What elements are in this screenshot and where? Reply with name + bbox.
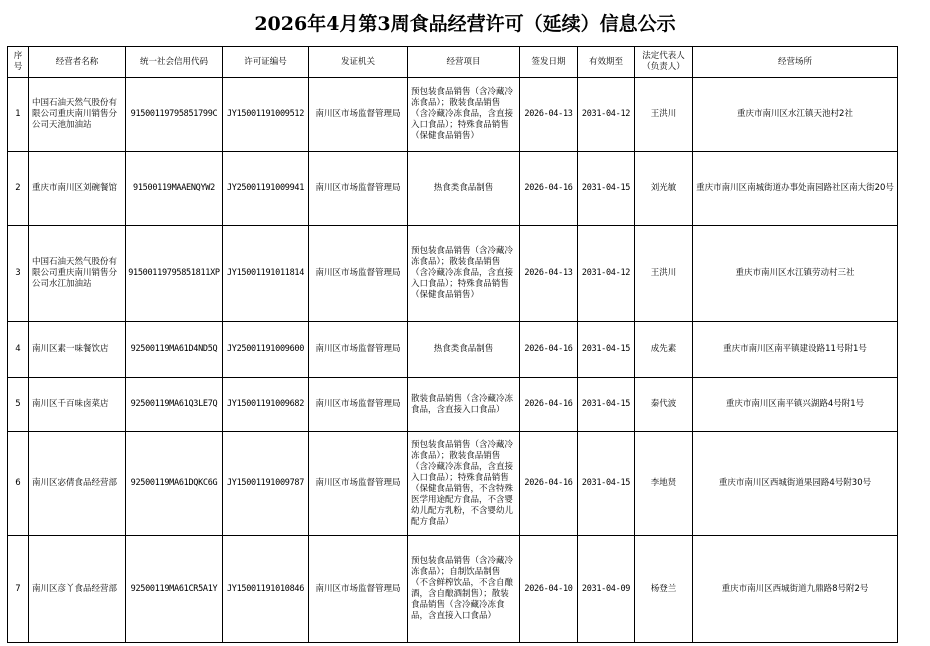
row-number: 7 <box>8 536 29 643</box>
table-row <box>8 78 898 152</box>
expiry-date: 2031-04-15 <box>578 432 635 536</box>
credit-code: 92500119MA61Q3LE7Q <box>126 378 223 432</box>
business-address: 重庆市南川区南城街道办事处南园路社区南大街20号 <box>693 152 898 226</box>
header-cell: 经营者名称 <box>29 47 126 78</box>
business-items: 预包装食品销售（含冷藏冷冻食品）；散装食品销售（含冷藏冷冻食品，含直接入口食品）；特殊食品销售（保健食品销售，不含特殊医学用途配方食品，不含婴幼儿配方乳粉，不含婴幼儿配方食品） <box>408 432 520 536</box>
license-number: JY15001191009787 <box>223 432 309 536</box>
business-address: 重庆市南川区南平镇建设路11号附1号 <box>693 322 898 378</box>
operator-name: 南川区千百味卤菜店 <box>29 378 126 432</box>
header-cell: 法定代表人（负责人） <box>635 47 693 78</box>
row-number: 6 <box>8 432 29 536</box>
expiry-date: 2031-04-12 <box>578 226 635 322</box>
header-cell: 序号 <box>8 47 29 78</box>
expiry-date: 2031-04-09 <box>578 536 635 643</box>
expiry-date: 2031-04-15 <box>578 378 635 432</box>
credit-code: 91500119795851811XP <box>126 226 223 322</box>
business-address: 重庆市南川区西城街道九鼎路8号附2号 <box>693 536 898 643</box>
issue-date: 2026-04-13 <box>520 226 578 322</box>
table-row <box>8 152 898 226</box>
issue-date: 2026-04-16 <box>520 432 578 536</box>
issue-date: 2026-04-13 <box>520 78 578 152</box>
credit-code: 91500119795851799C <box>126 78 223 152</box>
legal-representative: 李地贤 <box>635 432 693 536</box>
credit-code: 92500119MA61DQKC6G <box>126 432 223 536</box>
operator-name: 中国石油天然气股份有限公司重庆南川销售分公司天池加油站 <box>29 78 126 152</box>
header-cell: 统一社会信用代码 <box>126 47 223 78</box>
legal-representative: 刘光敏 <box>635 152 693 226</box>
credit-code: 92500119MA61D4ND5Q <box>126 322 223 378</box>
header-cell: 签发日期 <box>520 47 578 78</box>
credit-code: 92500119MA61CR5A1Y <box>126 536 223 643</box>
business-items: 热食类食品制售 <box>408 152 520 226</box>
legal-representative: 王洪川 <box>635 78 693 152</box>
expiry-date: 2031-04-15 <box>578 322 635 378</box>
business-items: 预包装食品销售（含冷藏冷冻食品）；散装食品销售（含冷藏冷冻食品，含直接入口食品）；特殊食品销售（保健食品销售） <box>408 226 520 322</box>
issuing-authority: 南川区市场监督管理局 <box>309 432 408 536</box>
operator-name: 重庆市南川区刘碗餐馆 <box>29 152 126 226</box>
header-row <box>8 47 898 78</box>
business-address: 重庆市南川区水江镇天池村2社 <box>693 78 898 152</box>
header-cell: 经营场所 <box>693 47 898 78</box>
business-address: 重庆市南川区水江镇劳动村三社 <box>693 226 898 322</box>
business-items: 散装食品销售（含冷藏冷冻食品，含直接入口食品） <box>408 378 520 432</box>
issuing-authority: 南川区市场监督管理局 <box>309 378 408 432</box>
header-cell: 发证机关 <box>309 47 408 78</box>
issuing-authority: 南川区市场监督管理局 <box>309 78 408 152</box>
table-row <box>8 536 898 643</box>
issuing-authority: 南川区市场监督管理局 <box>309 322 408 378</box>
issuing-authority: 南川区市场监督管理局 <box>309 536 408 643</box>
operator-name: 南川区宓倩食品经营部 <box>29 432 126 536</box>
page-title: 2026年4月第3周食品经营许可（延续）信息公示 <box>254 13 676 35</box>
legal-representative: 杨登兰 <box>635 536 693 643</box>
legal-representative: 成先素 <box>635 322 693 378</box>
business-items: 热食类食品制售 <box>408 322 520 378</box>
issuing-authority: 南川区市场监督管理局 <box>309 226 408 322</box>
license-number: JY15001191011814 <box>223 226 309 322</box>
license-number: JY25001191009941 <box>223 152 309 226</box>
license-number: JY15001191009682 <box>223 378 309 432</box>
business-items: 预包装食品销售（含冷藏冷冻食品）；自制饮品制售（不含鲜榨饮品，不含自酿酒，含自酿酒制售）；散装食品销售（含冷藏冷冻食品，含直接入口食品） <box>408 536 520 643</box>
table-row <box>8 378 898 432</box>
table-row <box>8 226 898 322</box>
table-row <box>8 322 898 378</box>
row-number: 4 <box>8 322 29 378</box>
row-number: 5 <box>8 378 29 432</box>
issuing-authority: 南川区市场监督管理局 <box>309 152 408 226</box>
license-number: JY15001191009512 <box>223 78 309 152</box>
business-address: 重庆市南川区西城街道果园路4号附30号 <box>693 432 898 536</box>
header-cell: 有效期至 <box>578 47 635 78</box>
issue-date: 2026-04-16 <box>520 322 578 378</box>
operator-name: 南川区素一味餐饮店 <box>29 322 126 378</box>
expiry-date: 2031-04-15 <box>578 152 635 226</box>
header-cell: 许可证编号 <box>223 47 309 78</box>
business-items: 预包装食品销售（含冷藏冷冻食品）；散装食品销售（含冷藏冷冻食品，含直接入口食品）；特殊食品销售（保健食品销售） <box>408 78 520 152</box>
license-table <box>7 46 898 643</box>
legal-representative: 秦代波 <box>635 378 693 432</box>
header-cell: 经营项目 <box>408 47 520 78</box>
credit-code: 91500119MAAENQYW2 <box>126 152 223 226</box>
license-number: JY15001191010846 <box>223 536 309 643</box>
operator-name: 南川区彦丫食品经营部 <box>29 536 126 643</box>
business-address: 重庆市南川区南平镇兴湖路4号附1号 <box>693 378 898 432</box>
legal-representative: 王洪川 <box>635 226 693 322</box>
license-number: JY25001191009600 <box>223 322 309 378</box>
issue-date: 2026-04-16 <box>520 378 578 432</box>
operator-name: 中国石油天然气股份有限公司重庆南川销售分公司水江加油站 <box>29 226 126 322</box>
issue-date: 2026-04-10 <box>520 536 578 643</box>
row-number: 3 <box>8 226 29 322</box>
expiry-date: 2031-04-12 <box>578 78 635 152</box>
row-number: 1 <box>8 78 29 152</box>
row-number: 2 <box>8 152 29 226</box>
table-row <box>8 432 898 536</box>
issue-date: 2026-04-16 <box>520 152 578 226</box>
